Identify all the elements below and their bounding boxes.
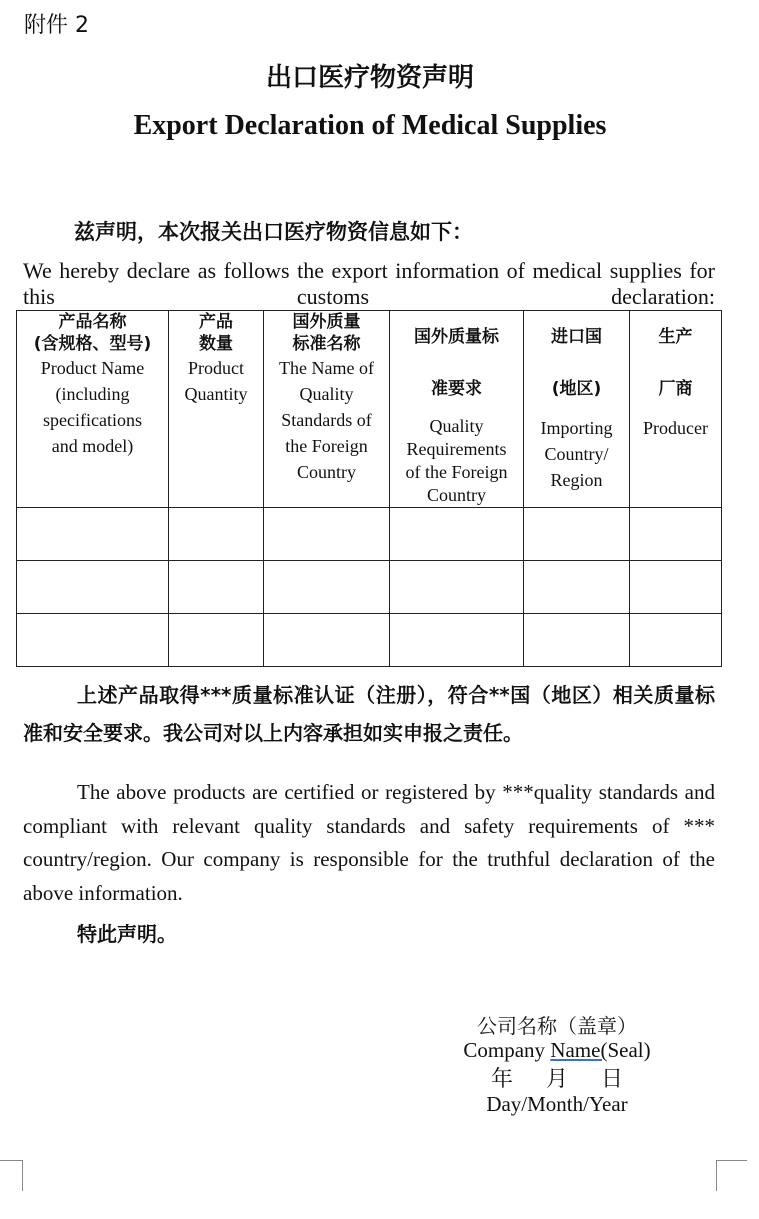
- header-cn: 生产 厂商: [658, 327, 693, 399]
- header-en: Product Name (including specifications and model): [40, 358, 145, 456]
- title-chinese: 出口医疗物资声明: [265, 63, 474, 93]
- table-header-row: [17, 311, 722, 508]
- table-cell[interactable]: [390, 561, 524, 614]
- header-quality-requirements: [390, 311, 524, 508]
- header-importing-country: [524, 311, 630, 508]
- header-en: Quality Requirements of the Foreign Country: [405, 416, 508, 505]
- header-cn: 产品 数量: [199, 312, 233, 354]
- table-cell[interactable]: [169, 561, 264, 614]
- table-row: [17, 561, 722, 614]
- table-cell[interactable]: [524, 508, 630, 561]
- table-cell[interactable]: [264, 614, 390, 667]
- table-cell[interactable]: [630, 508, 722, 561]
- certification-english: The above products are certified or registered by ***quality standards and compliant with relevant quality standards and safety requirements of *** country/region. Our company is responsible for the truthful declaration of the above information.: [23, 780, 715, 905]
- company-name-english: [440, 1038, 674, 1063]
- company-en-underlined: Name(: [550, 1038, 608, 1062]
- declaration-intro-chinese: 兹声明，本次报关出口医疗物资信息如下：: [74, 220, 473, 244]
- table-cell[interactable]: [169, 508, 264, 561]
- table-cell[interactable]: [169, 614, 264, 667]
- title-english: Export Declaration of Medical Supplies: [133, 110, 607, 141]
- declaration-intro-english: We hereby declare as follows the export information of medical supplies for this customs declaration:: [23, 258, 715, 309]
- header-cn: 国外质量 标准名称: [292, 312, 361, 354]
- header-standard-name: [264, 311, 390, 508]
- header-product-quantity: [169, 311, 264, 508]
- header-en: Importing Country/ Region: [540, 418, 613, 490]
- certification-chinese: 上述产品取得***质量标准认证（注册），符合**国（地区）相关质量标准和安全要求。我公司对以上内容承担如实申报之责任。: [23, 683, 715, 745]
- table-cell[interactable]: [17, 561, 169, 614]
- table-cell[interactable]: [264, 561, 390, 614]
- table-cell[interactable]: [630, 561, 722, 614]
- header-cn: 国外质量标 准要求: [414, 327, 499, 399]
- header-cn: 产品名称 (含规格、型号): [33, 312, 152, 354]
- table-cell[interactable]: [17, 614, 169, 667]
- header-producer: [630, 311, 722, 508]
- table-cell[interactable]: [524, 614, 630, 667]
- header-cn: 进口国 (地区): [551, 327, 602, 399]
- table-row: [17, 508, 722, 561]
- company-en-pre: Company: [463, 1038, 551, 1062]
- header-product-name: [17, 311, 169, 508]
- attachment-label: 附件 2: [24, 13, 89, 38]
- table-cell[interactable]: [264, 508, 390, 561]
- table-cell[interactable]: [390, 614, 524, 667]
- closing-statement: 特此声明。: [77, 922, 177, 946]
- table-cell[interactable]: [17, 508, 169, 561]
- date-chinese: 年 月 日: [491, 1067, 623, 1092]
- company-en-post: Seal): [607, 1038, 651, 1062]
- table-cell[interactable]: [630, 614, 722, 667]
- header-en: Producer: [643, 418, 708, 438]
- date-english: Day/Month/Year: [486, 1092, 628, 1116]
- header-en: The Name of Quality Standards of the Foreign Country: [279, 358, 374, 482]
- company-name-chinese: 公司名称（盖章）: [477, 1014, 637, 1038]
- declaration-table: [16, 310, 722, 667]
- header-en: Product Quantity: [184, 358, 248, 404]
- table-cell[interactable]: [524, 561, 630, 614]
- table-row: [17, 614, 722, 667]
- page-corner-mark-right: [716, 1160, 747, 1191]
- page-corner-mark-left: [0, 1160, 23, 1191]
- table-cell[interactable]: [390, 508, 524, 561]
